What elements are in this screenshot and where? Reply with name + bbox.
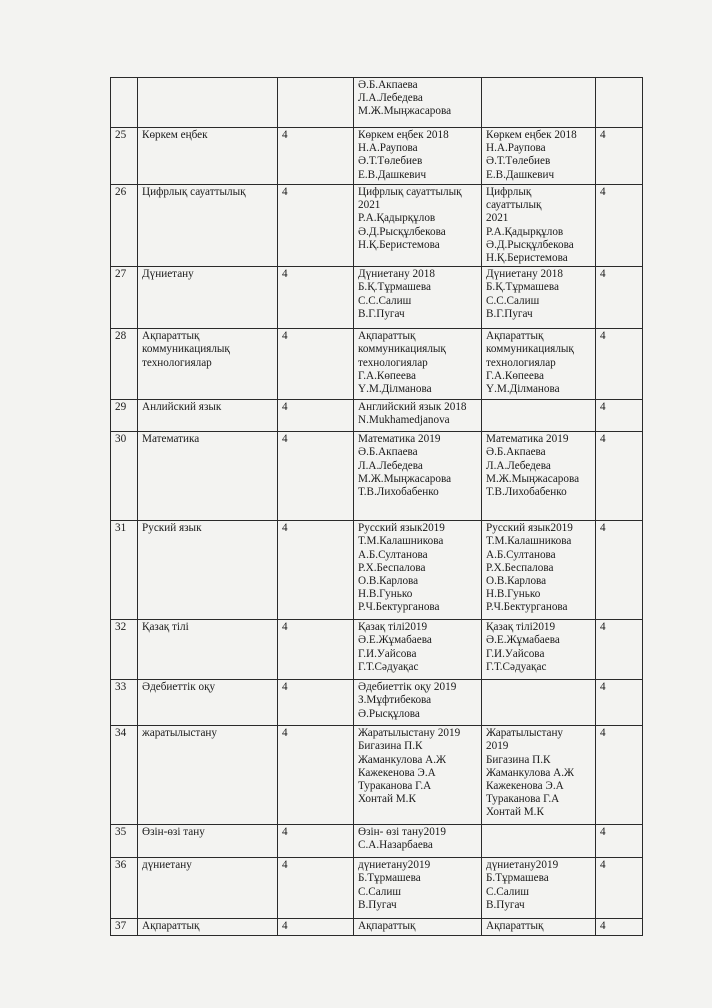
subject-cell-line: дүниетану	[142, 859, 192, 872]
hours-cell-value: 4	[282, 268, 288, 281]
hours-cell	[278, 329, 354, 400]
textbook-cell-line: С.А.Назарбаева	[358, 839, 433, 852]
hours-cell-value: 4	[282, 129, 288, 141]
subject-cell-line: технологиялар	[142, 356, 212, 369]
hours-cell-value: 4	[282, 681, 288, 694]
textbook-cell-line: Қазақ тілі2019	[358, 621, 428, 634]
textbook-cell-line: N.Mukhamedjanova	[358, 414, 450, 427]
textbook-cell-line: М.Ж.Мыңжасарова	[358, 105, 452, 118]
subject-cell-line: Өзін-өзі тану	[142, 826, 205, 839]
textbook-available-cell-line: С.Салиш	[486, 885, 529, 898]
table-row	[111, 128, 643, 185]
textbook-cell	[354, 329, 482, 400]
count-cell	[596, 825, 643, 858]
textbook-cell-line: Р.Х.Беспалова	[358, 561, 426, 574]
count-cell-value: 4	[600, 727, 606, 740]
row-number	[111, 521, 138, 620]
textbook-cell-line: технологиялар	[358, 356, 428, 369]
subject-cell-line: Әдебиеттік оқу	[142, 681, 216, 694]
textbook-cell-line: З.Мұфтибекова	[358, 694, 432, 707]
subject-cell-line: коммуникациялық	[142, 343, 230, 356]
textbook-available-cell-line: Б.Қ.Тұрмашева	[486, 281, 559, 294]
textbook-cell-line: Жаратылыстану 2019	[358, 727, 461, 740]
row-number	[111, 185, 138, 267]
count-cell	[596, 620, 643, 680]
textbook-cell-line: Ә.Т.Төлебиев	[358, 155, 423, 168]
textbook-available-cell	[482, 620, 596, 680]
row-number	[111, 267, 138, 329]
subject-cell-line: Қазақ тілі	[142, 621, 189, 634]
row-number	[111, 825, 138, 858]
textbook-available-cell-line: Тураканова Г.А	[486, 793, 560, 806]
count-cell-value: 4	[600, 268, 606, 281]
row-number-value: 37	[115, 920, 127, 933]
textbook-cell-line: Хонтай М.К	[358, 793, 416, 806]
row-number	[111, 329, 138, 400]
row-number	[111, 858, 138, 919]
textbook-available-cell-line: Н.В.Гунько	[486, 588, 541, 601]
hours-cell	[278, 267, 354, 329]
row-number-value: 32	[115, 621, 127, 634]
hours-cell	[278, 858, 354, 919]
textbook-available-cell-line: Математика 2019	[486, 433, 569, 446]
hours-cell	[278, 726, 354, 825]
textbook-table	[110, 77, 643, 936]
textbook-available-cell-line: Т.В.Лихобабенко	[486, 486, 567, 499]
textbook-cell-line: С.С.Салиш	[358, 294, 412, 307]
textbook-available-cell-line: Ақпараттық	[486, 330, 544, 343]
textbook-available-cell-line: Бигазина П.К	[486, 753, 551, 766]
row-number	[111, 680, 138, 726]
textbook-available-cell-line: Б.Тұрмашева	[486, 872, 549, 885]
textbook-available-cell-line: О.В.Карлова	[486, 575, 547, 588]
textbook-cell-line: Т.М.Калашникова	[358, 535, 444, 548]
textbook-available-cell-line: Дүниетану 2018	[486, 268, 563, 281]
textbook-cell	[354, 680, 482, 726]
row-number	[111, 620, 138, 680]
textbook-available-cell	[482, 858, 596, 919]
hours-cell-value: 4	[282, 522, 288, 535]
textbook-cell-line: В.Г.Пугач	[358, 307, 405, 320]
hours-cell-value: 4	[282, 401, 288, 414]
textbook-available-cell-line: Г.А.Көпеева	[486, 369, 544, 382]
textbook-available-cell	[482, 680, 596, 726]
count-cell	[596, 78, 643, 128]
textbook-cell-line: С.Салиш	[358, 885, 401, 898]
textbook-cell	[354, 825, 482, 858]
textbook-cell-line: Т.В.Лихобабенко	[358, 486, 439, 499]
textbook-cell-line: Р.А.Қадырқұлов	[358, 212, 436, 225]
textbook-available-cell	[482, 432, 596, 521]
textbook-cell-line: М.Ж.Мыңжасарова	[358, 472, 452, 485]
textbook-available-cell	[482, 919, 596, 936]
hours-cell-value: 4	[282, 826, 288, 839]
textbook-available-cell-line: Цифрлық	[486, 186, 532, 198]
hours-cell	[278, 432, 354, 521]
textbook-cell	[354, 726, 482, 825]
subject-cell	[138, 680, 278, 726]
row-number-value: 28	[115, 330, 127, 343]
textbook-available-cell-line: Ә.Д.Рысқұлбекова	[486, 238, 574, 251]
textbook-available-cell	[482, 726, 596, 825]
count-cell	[596, 521, 643, 620]
textbook-cell-line: Бигазина П.К	[358, 740, 423, 753]
table-row	[111, 329, 643, 400]
subject-cell	[138, 329, 278, 400]
textbook-available-cell-line: Р.А.Қадырқұлов	[486, 225, 564, 238]
textbook-cell-line: Математика 2019	[358, 433, 441, 446]
table-row	[111, 185, 643, 267]
textbook-cell-line: Р.Ч.Бектурганова	[358, 601, 440, 614]
table-row	[111, 825, 643, 858]
table-row	[111, 432, 643, 521]
textbook-cell-line: Өзін- өзі тану2019	[358, 826, 446, 839]
textbook-cell-line: Ә.Е.Жұмабаева	[358, 634, 432, 647]
subject-cell-line: Көркем еңбек	[142, 129, 208, 141]
textbook-cell-line: Әдебиеттік оқу 2019	[358, 681, 457, 694]
hours-cell	[278, 680, 354, 726]
row-number	[111, 432, 138, 521]
hours-cell	[278, 128, 354, 185]
table-row	[111, 267, 643, 329]
count-cell	[596, 858, 643, 919]
table-row	[111, 919, 643, 936]
textbook-available-cell-line: 2021	[486, 212, 509, 225]
textbook-cell-line: Ә.Б.Акпаева	[358, 79, 418, 91]
textbook-cell-line: Г.И.Уайсова	[358, 647, 417, 660]
hours-cell	[278, 919, 354, 936]
row-number-value: 34	[115, 727, 127, 740]
hours-cell	[278, 521, 354, 620]
textbook-cell	[354, 267, 482, 329]
count-cell-value: 4	[600, 401, 606, 414]
subject-cell	[138, 620, 278, 680]
textbook-cell-line: Е.В.Дашкевич	[358, 168, 427, 181]
table-row	[111, 400, 643, 432]
textbook-cell-line: Ә.Рысқұлова	[358, 707, 420, 720]
textbook-available-cell-line: Русский язык2019	[486, 522, 573, 535]
textbook-cell-line: 2021	[358, 199, 381, 212]
table-row	[111, 726, 643, 825]
textbook-cell	[354, 919, 482, 936]
textbook-available-cell-line: 2019	[486, 740, 509, 753]
count-cell-value: 4	[600, 681, 606, 694]
textbook-cell-line: Көркем еңбек 2018	[358, 129, 449, 141]
textbook-cell-line: Б.Тұрмашева	[358, 872, 421, 885]
count-cell-value: 4	[600, 330, 606, 343]
table-body	[111, 78, 643, 936]
textbook-available-cell-line: В.Г.Пугач	[486, 307, 533, 320]
table-row	[111, 78, 643, 128]
count-cell	[596, 726, 643, 825]
hours-cell-value: 4	[282, 859, 288, 872]
textbook-cell-line: Ү.М.Ділманова	[358, 383, 432, 396]
textbook-available-cell-line: Е.В.Дашкевич	[486, 168, 555, 181]
row-number	[111, 400, 138, 432]
textbook-available-cell	[482, 267, 596, 329]
table-row	[111, 680, 643, 726]
subject-cell	[138, 185, 278, 267]
textbook-cell	[354, 620, 482, 680]
textbook-cell-line: Ә.Б.Акпаева	[358, 446, 418, 459]
subject-cell-line: Цифрлық сауаттылық	[142, 186, 246, 198]
row-number-value: 33	[115, 681, 127, 694]
row-number-value: 26	[115, 186, 127, 198]
subject-cell	[138, 726, 278, 825]
table-row	[111, 521, 643, 620]
textbook-available-cell-line: Жаманкулова А.Ж	[486, 766, 575, 779]
textbook-available-cell	[482, 78, 596, 128]
subject-cell	[138, 919, 278, 936]
textbook-available-cell	[482, 329, 596, 400]
count-cell-value: 4	[600, 522, 606, 535]
textbook-available-cell-line: Р.Ч.Бектурганова	[486, 601, 568, 614]
textbook-available-cell-line: Көркем еңбек 2018	[486, 129, 577, 141]
textbook-cell-line: В.Пугач	[358, 898, 397, 911]
row-number-value: 36	[115, 859, 127, 872]
textbook-cell-line: Л.А.Лебедева	[358, 459, 423, 472]
count-cell	[596, 267, 643, 329]
textbook-available-cell	[482, 128, 596, 185]
subject-cell	[138, 267, 278, 329]
hours-cell-value: 4	[282, 433, 288, 446]
textbook-cell-line: Л.А.Лебедева	[358, 92, 423, 105]
subject-cell-line: Ақпараттық	[142, 330, 200, 343]
textbook-cell-line: Кажекенова Э.А	[358, 766, 436, 779]
textbook-cell-line: Ақпараттық	[358, 330, 416, 343]
textbook-cell	[354, 128, 482, 185]
hours-cell	[278, 400, 354, 432]
textbook-cell	[354, 78, 482, 128]
textbook-cell-line: Английский язык 2018	[358, 401, 467, 414]
count-cell	[596, 329, 643, 400]
textbook-available-cell-line: Ә.Е.Жұмабаева	[486, 634, 560, 647]
textbook-available-cell	[482, 185, 596, 267]
count-cell-value: 4	[600, 186, 606, 198]
subject-cell	[138, 432, 278, 521]
row-number	[111, 78, 138, 128]
textbook-available-cell-line: Т.М.Калашникова	[486, 535, 572, 548]
textbook-available-cell-line: Р.Х.Беспалова	[486, 561, 554, 574]
textbook-available-cell-line: Жаратылыстану	[486, 727, 564, 740]
subject-cell-line: Математика	[142, 433, 200, 446]
row-number	[111, 726, 138, 825]
subject-cell-line: жаратылыстану	[142, 727, 218, 740]
textbook-cell-line: Н.Қ.Беристемова	[358, 238, 440, 251]
subject-cell	[138, 825, 278, 858]
textbook-available-cell	[482, 400, 596, 432]
textbook-available-cell-line: Ә.Т.Төлебиев	[486, 155, 551, 168]
textbook-cell-line: О.В.Карлова	[358, 575, 419, 588]
hours-cell	[278, 825, 354, 858]
count-cell-value: 4	[600, 433, 606, 446]
row-number-value: 31	[115, 522, 127, 535]
textbook-available-cell-line: технологиялар	[486, 356, 556, 369]
textbook-cell-line: Н.В.Гунько	[358, 588, 413, 601]
textbook-cell-line: Н.А.Раупова	[358, 142, 418, 155]
count-cell	[596, 919, 643, 936]
hours-cell	[278, 78, 354, 128]
subject-cell	[138, 400, 278, 432]
textbook-available-cell-line: Ә.Б.Акпаева	[486, 446, 546, 459]
textbook-available-cell-line: Қазақ тілі2019	[486, 621, 556, 634]
row-number-value: 35	[115, 826, 127, 839]
count-cell-value: 4	[600, 920, 606, 933]
hours-cell-value: 4	[282, 621, 288, 634]
textbook-available-cell-line: Н.Қ.Беристемова	[486, 252, 568, 265]
textbook-cell	[354, 185, 482, 267]
textbook-cell	[354, 858, 482, 919]
textbook-available-cell-line: Ақпараттық	[486, 920, 544, 933]
textbook-cell-line: Б.Қ.Тұрмашева	[358, 281, 431, 294]
textbook-cell-line: Ә.Д.Рысқұлбекова	[358, 225, 446, 238]
textbook-cell-line: А.Б.Султанова	[358, 548, 428, 561]
textbook-available-cell-line: М.Ж.Мыңжасарова	[486, 472, 580, 485]
textbook-available-cell-line: Г.Т.Сәдуақас	[486, 660, 547, 673]
textbook-available-cell-line: В.Пугач	[486, 898, 525, 911]
textbook-available-cell-line: Н.А.Раупова	[486, 142, 546, 155]
textbook-cell-line: Г.А.Көпеева	[358, 369, 416, 382]
hours-cell	[278, 185, 354, 267]
textbook-cell-line: Тураканова Г.А	[358, 780, 432, 793]
textbook-available-cell-line: Хонтай М.К	[486, 806, 544, 819]
textbook-cell-line: Ақпараттық	[358, 920, 416, 933]
textbook-available-cell-line: Кажекенова Э.А	[486, 780, 564, 793]
count-cell-value: 4	[600, 129, 606, 141]
textbook-cell	[354, 521, 482, 620]
hours-cell-value: 4	[282, 186, 288, 198]
subject-cell	[138, 128, 278, 185]
subject-cell-line: Анлийский язык	[142, 401, 222, 414]
textbook-cell-line: Жаманкулова А.Ж	[358, 753, 447, 766]
textbook-available-cell-line: Л.А.Лебедева	[486, 459, 551, 472]
textbook-cell-line: коммуникациялық	[358, 343, 446, 356]
count-cell-value: 4	[600, 859, 606, 872]
textbook-available-cell-line: Г.И.Уайсова	[486, 647, 545, 660]
row-number-value: 29	[115, 401, 127, 414]
textbook-available-cell-line: сауаттылық	[486, 199, 542, 212]
subject-cell	[138, 858, 278, 919]
row-number-value: 25	[115, 129, 127, 141]
textbook-available-cell-line: дүниетану2019	[486, 859, 559, 872]
hours-cell	[278, 620, 354, 680]
row-number-value: 30	[115, 433, 127, 446]
textbook-available-cell-line: коммуникациялық	[486, 343, 574, 356]
subject-cell-line: Ақпараттық	[142, 920, 200, 933]
table-row	[111, 620, 643, 680]
textbook-cell-line: Дүниетану 2018	[358, 268, 435, 281]
textbook-available-cell-line: А.Б.Султанова	[486, 548, 556, 561]
count-cell	[596, 680, 643, 726]
count-cell-value: 4	[600, 826, 606, 839]
count-cell-value: 4	[600, 621, 606, 634]
count-cell	[596, 432, 643, 521]
subject-cell-line: Руский язык	[142, 522, 202, 535]
count-cell	[596, 128, 643, 185]
textbook-cell-line: Цифрлық сауаттылық	[358, 186, 462, 198]
textbook-cell-line: Русский язык2019	[358, 522, 445, 535]
subject-cell-line: Дүниетану	[142, 268, 194, 281]
subject-cell	[138, 521, 278, 620]
textbook-available-cell	[482, 521, 596, 620]
textbook-available-cell-line: С.С.Салиш	[486, 294, 540, 307]
textbook-cell	[354, 400, 482, 432]
hours-cell-value: 4	[282, 330, 288, 343]
textbook-cell	[354, 432, 482, 521]
subject-cell	[138, 78, 278, 128]
table-row	[111, 858, 643, 919]
row-number	[111, 919, 138, 936]
textbook-cell-line: Г.Т.Сәдуақас	[358, 660, 419, 673]
hours-cell-value: 4	[282, 727, 288, 740]
count-cell	[596, 400, 643, 432]
textbook-cell-line: дүниетану2019	[358, 859, 431, 872]
hours-cell-value: 4	[282, 920, 288, 933]
row-number-value: 27	[115, 268, 127, 281]
textbook-available-cell	[482, 825, 596, 858]
row-number	[111, 128, 138, 185]
textbook-available-cell-line: Ү.М.Ділманова	[486, 383, 560, 396]
count-cell	[596, 185, 643, 267]
